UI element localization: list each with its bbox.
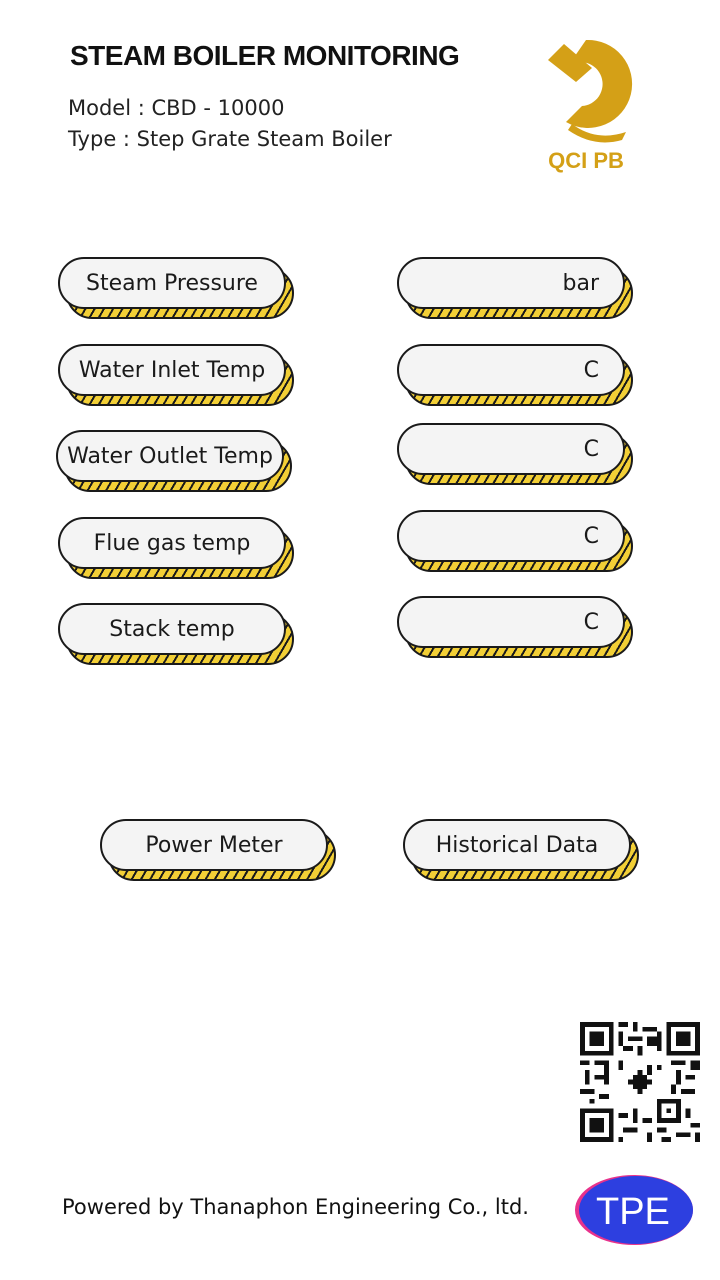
tpe-logo	[574, 1174, 696, 1246]
water-inlet-temp-unit: C	[397, 344, 625, 396]
steam-pressure-label: Steam Pressure	[58, 257, 286, 309]
powered-by-text: Powered by Thanaphon Engineering Co., ltd.	[62, 1195, 529, 1219]
model-text: Model : CBD - 10000	[68, 96, 285, 120]
flue-gas-temp-button[interactable]	[58, 517, 286, 569]
water-outlet-temp-value	[397, 423, 625, 475]
stack-temp-value	[397, 596, 625, 648]
logo-text: QCI PB	[548, 148, 624, 173]
page-title: STEAM BOILER MONITORING	[70, 40, 460, 71]
historical-data-label: Historical Data	[403, 819, 631, 871]
stack-temp-unit: C	[397, 596, 625, 648]
tpe-text: TPE	[596, 1191, 670, 1233]
steam-pressure-value	[397, 257, 625, 309]
flue-gas-temp-unit: C	[397, 510, 625, 562]
water-inlet-temp-button[interactable]	[58, 344, 286, 396]
flue-gas-temp-value	[397, 510, 625, 562]
water-outlet-temp-label: Water Outlet Temp	[56, 430, 284, 482]
stack-temp-label: Stack temp	[58, 603, 286, 655]
historical-data-button[interactable]	[403, 819, 631, 871]
water-outlet-temp-button[interactable]	[56, 430, 284, 482]
water-inlet-temp-value	[397, 344, 625, 396]
power-meter-label: Power Meter	[100, 819, 328, 871]
flue-gas-temp-label: Flue gas temp	[58, 517, 286, 569]
type-text: Type : Step Grate Steam Boiler	[68, 127, 392, 151]
water-inlet-temp-label: Water Inlet Temp	[58, 344, 286, 396]
steam-pressure-button[interactable]	[58, 257, 286, 309]
qr-code-icon	[580, 1022, 700, 1142]
water-outlet-temp-unit: C	[397, 423, 625, 475]
qci-pb-logo	[536, 36, 636, 176]
stack-temp-button[interactable]	[58, 603, 286, 655]
power-meter-button[interactable]	[100, 819, 328, 871]
steam-pressure-unit: bar	[397, 257, 625, 309]
